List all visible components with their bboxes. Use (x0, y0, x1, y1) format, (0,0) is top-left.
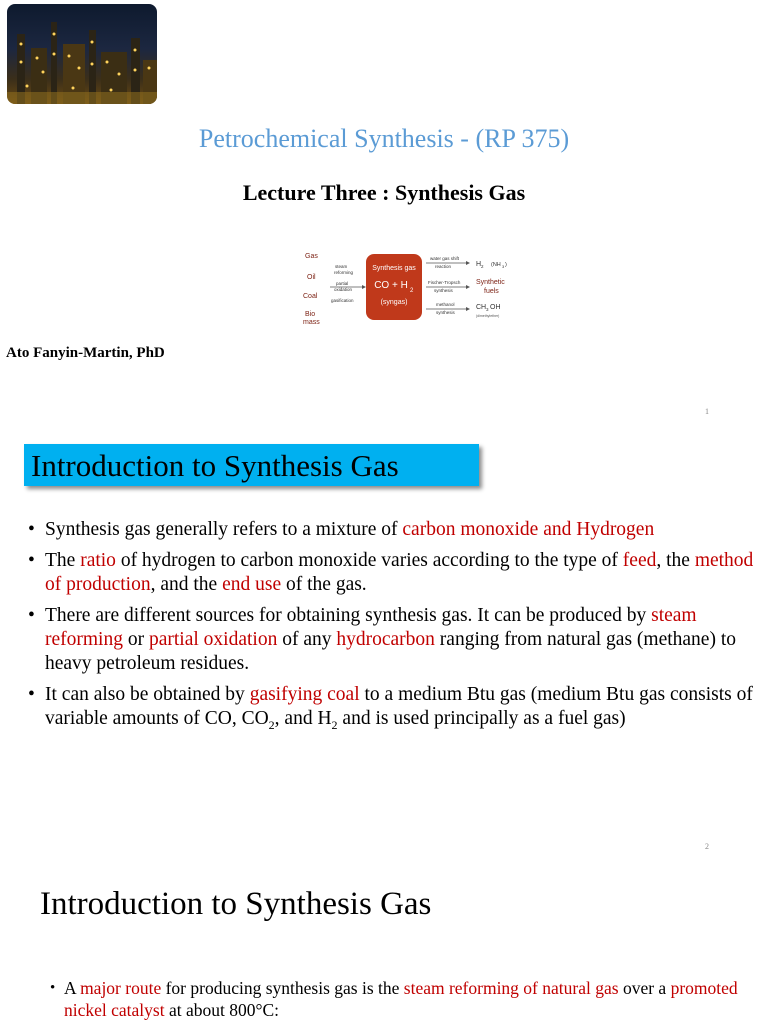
route-ft-1: Fischer-Tropsch (428, 280, 461, 285)
feed-gas: Gas (305, 253, 318, 260)
feed-oil: Oil (307, 274, 316, 281)
slide-2 (0, 430, 768, 855)
bullet-3: • There are different sources for obtaining synthesis gas. It can be produced by steam reforming or partial oxidation of any hydrocarbon ranging from natural gas (methane) to heavy petroleum residues. (28, 604, 756, 676)
lecture-title: Lecture Three : Synthesis Gas (242, 180, 526, 205)
bullet-2: • The ratio of hydrogen to carbon monoxide varies according to the type of feed, the method of production, and the end use of the gas. (28, 549, 756, 597)
svg-text:3: 3 (486, 307, 489, 312)
page-number: 1 (705, 407, 709, 416)
process-reforming: reforming (334, 270, 354, 275)
heading-banner (24, 444, 479, 486)
product-synthetic: Synthetic (476, 279, 505, 286)
process-partial: partial (336, 281, 349, 286)
feed-bio: Bio (305, 311, 316, 318)
syngas-box-formula: CO + H (374, 280, 408, 291)
slide-1 (0, 0, 768, 425)
bullet-4: • It can also be obtained by gasifying coal to a medium Btu gas (medium Btu gas consists of variable amounts of CO, $CO_2$, and $H_2$ and is used principally as a fuel gas) (28, 683, 756, 731)
bullet-1: • Synthesis gas generally refers to a mixture of carbon monoxide and Hydrogen (28, 518, 756, 542)
product-methanol: CH (476, 304, 487, 311)
route-wgs-1: water gas shift (430, 256, 460, 261)
author-name: Ato Fanyin-Martin, PhD (6, 345, 165, 361)
process-steam: steam (335, 264, 348, 269)
svg-text:OH: OH (490, 304, 501, 311)
feed-coal: Coal (303, 293, 318, 300)
syngas-box-sub: 2 (410, 288, 414, 294)
product-dme: (dimethylether) (476, 314, 500, 318)
process-gasification: gasification (331, 298, 354, 303)
bullet-list (28, 518, 756, 738)
page-number: 2 (705, 842, 709, 851)
feed-mass: mass (303, 319, 320, 326)
syngas-diagram (300, 246, 515, 330)
refinery-illustration (7, 4, 157, 104)
syngas-box-title: Synthesis gas (372, 265, 416, 272)
refinery-photo (7, 4, 157, 104)
feed-arrow-head (362, 285, 366, 289)
product-fuels: fuels (484, 288, 499, 295)
syngas-box-note: (syngas) (380, 299, 408, 306)
route-meoh-2: synthesis (436, 310, 455, 315)
process-oxidation: oxidation (334, 287, 353, 292)
slide-heading: Introduction to Synthesis Gas (40, 886, 432, 922)
course-title: Petrochemical Synthesis - (RP 375) (198, 124, 570, 153)
slide-heading: Introduction to Synthesis Gas (31, 448, 399, 483)
svg-text:(NH: (NH (491, 262, 501, 268)
svg-text:3: 3 (502, 264, 505, 269)
slide-3 (0, 862, 768, 1024)
product-h2: H (476, 261, 482, 268)
svg-text:): ) (505, 262, 507, 268)
route-wgs-2: reaction (435, 264, 452, 269)
svg-text:2: 2 (481, 264, 484, 269)
route-meoh-1: methanol (436, 302, 455, 307)
route-ft-2: synthesis (434, 288, 453, 293)
bullet-1: • A major route for producing synthesis gas is the steam reforming of natural gas over a promoted nickel catalyst at about 800°C: (50, 977, 764, 1021)
